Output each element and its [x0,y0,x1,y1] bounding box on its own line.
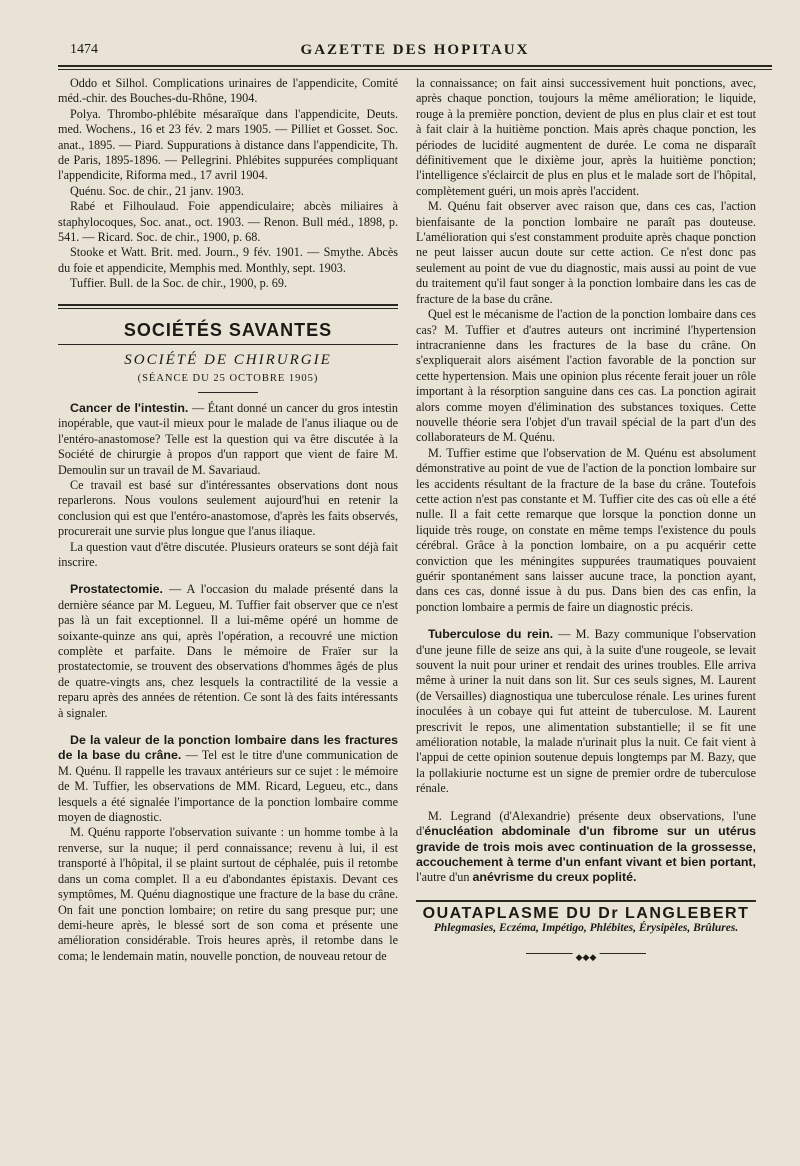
article-paragraph: la connaissance; on fait ainsi successivement huit ponctions, avec, après chaque ponction, toujours la même amélioration; le liquide, rouge à la première ponction, devient de plus en plus clair et est tout à fait clair à la huitième ponction. Mais après chaque ponction, les périodes de lucidité augmentent de durée. Le coma ne disparaît définitivement que le dixième jour, après la huitième ponction; l'intelligence s'éclaircit de plus en plus et le malade sort de l'hôpital, complètement guéri, un mois après l'accident. [416,76,756,198]
page-number: 1474 [70,42,98,57]
reference-entry: Oddo et Silhol. Complications urinaires de l'appendicite, Comité méd.-chir. des Bouches-du-Rhône, 1904. [58,76,398,106]
section-title: SOCIÉTÉS SAVANTES [123,319,333,340]
article-paragraph: Tuberculose du rein. — M. Bazy communique l'observation d'une jeune fille de seize ans qui, à la suite d'une rougeole, se levait souvent la nuit pour uriner et rendait des urines troubles. Elle arriva même à uriner la nuit dans son lit. Sur ces seuls signes, M. Laurent (de Versailles) diagnostiqua une tuberculose rénale. Les urines furent inoculées à un cobaye qui fut atteint de tuberculose. M. Laurent prescrivit le repos, une alimentation substantielle; il se fit une amélioration notable, la malade n'urinait plus la nuit. Ce fait vient à l'appui de cette opinion soutenue depuis longtemps par M. Bazy, que la pollakiurie nocturne est un signe de premier ordre de tuberculose rénale. [416,627,756,796]
two-column-body [58,76,772,964]
short-rule [198,392,258,393]
ornament-rule [526,951,646,962]
section-title-rule [58,344,398,345]
advertisement [416,900,756,937]
reference-entry: Tuffier. Bull. de la Soc. de chir., 1900, p. 69. [70,276,287,291]
article-paragraph: Prostatectomie. — A l'occasion du malade présenté dans la dernière séance par M. Legueu, M. Tuffier fait observer que ce n'est pas là un fait exceptionnel. Il a lui-même opéré un homme de soixante-quinze ans qui, après l'opération, a recouvré une miction complète et parfaite. Dans le mémoire de Fraïer sur la prostatectomie, se trouvent des observations d'hommes âgés de plus de quatre-vingts ans, chez lesquels la contractilité de la vessie a reparu après des années de rétention. Ce sont là des faits intéressants à signaler. [58,582,398,720]
section-rule [58,304,398,306]
article-paragraph: M. Tuffier estime que l'observation de M. Quénu est absolument démonstrative au point de vue de l'action de la ponction lombaire sur les accidents résultant de la fracture de la base du crâne. Toutefois cette action n'est pas constante et M. Tuffier cite des cas où elle a été nulle. Il a fait cette remarque que lorsque la ponction donne un liquide très rouge, on constate en même temps l'existence du pouls cérébral. Grâce à la ponction lombaire, on a pu acquérir cette conviction que les méningites suppurées traumatiques pouvaient guérir spontanément sans laisser aucune trace, la ponction ayant, dans ces cas, donné issue à du pus. Dans bien des cas enfin, la ponction lombaire a permis de faire un diagnostic précis. [416,445,756,614]
ad-title: OUATAPLASME DU Dr LANGLEBERT [422,904,750,922]
article-heading: Prostatectomie. [70,582,163,597]
ad-subtitle: Phlegmasies, Eczéma, Impétigo, Phlébites, Érysipèles, Brûlures. [433,922,739,935]
right-column [416,76,756,964]
reference-entry: Rabé et Filhoulaud. Foie appendiculaire; abcès miliaires à staphylocoques, Soc. anat., oct. 1903. — Renon. Bull méd., 1898, p. 541. — Ricard. Soc. de chir., 1900, p. 68. [58,199,398,245]
article-paragraph: Cancer de l'intestin. — Étant donné un cancer du gros intestin inopérable, que vaut-il mieux pour le malade de l'anus iliaque ou de l'entéro-anastomose? Telle est la question qui va être discutée à la Société de chirurgie à propos d'un rapport que vient de faire M. Demoulin sur un travail de M. Savariaud. [58,400,398,477]
header-rule-thin [58,69,772,70]
article-paragraph: M. Quénu fait observer avec raison que, dans ces cas, l'action bienfaisante de la ponction lombaire ne paraît pas douteuse. L'amélioration qui s'est constamment produite après chaque ponction ne peut laisser aucun doute sur cette action. Ce n'est donc pas seulement au point de vue du diagnostic, mais aussi au point de vue du traitement qu'il faut songer à la ponction lombaire dans les cas de fracture de la base du crâne. [416,199,756,306]
left-column [58,76,398,964]
article-heading: Cancer de l'intestin. [70,400,189,415]
article-paragraph: M. Quénu rapporte l'observation suivante : un homme tombe à la renverse, sur la nuque; il perd connaissance; revenu à lui, il est transporté à l'hôpital, il se plaint surtout de céphalée, puis il retombe dans un coma complet. Il a eu d'abondantes épistaxis. Devant ces symptômes, M. Quénu diagnostique une fracture de la base du crâne. On fait une ponction lombaire; on retire du sang presque pur; une demi-heure après, le blessé sort de son coma et présente une amélioration considérable. Trois heures après, il retombe dans le coma; le lendemain matin, nouvelle ponction, de nouveau retour de [58,825,398,963]
article-paragraph: M. Legrand (d'Alexandrie) présente deux observations, l'une d'énucléation abdominale d'un fibrome sur un utérus gravide de trois mois avec continuation de la grossesse, accouchement à terme d'un enfant vivant et bien portant, l'autre d'un anévrisme du creux poplité. [416,808,756,885]
reference-entry: Polya. Thrombo-phlébite mésaraïque dans l'appendicite, Deuts. med. Wochens., 16 et 23 fév. 2 mars 1905. — Pilliet et Gosset. Soc. anat., 1895. — Piard. Suppurations à distance dans l'appendicite, Th. de Paris, 1895-1896. — Pellegrini. Phlébites suppurées compliquant l'appendicite, Riforma med., 17 avril 1904. [58,106,398,183]
article-paragraph: Quel est le mécanisme de l'action de la ponction lombaire dans ces cas? M. Tuffier et d'autres auteurs ont incriminé l'hypertension intracranienne dans les fractures de la base du crâne. On s'expliquerait alors aisément l'action favorable de la ponction sur cette hypertension. Mais une opinion plus récente ferait jouer un rôle important à la résorption sanguine dans ces cas. La ponction agirait alors comme moyen d'élimination des substances toxiques. Cette nouvelle théorie sera l'objet d'un travail spécial de la part d'un des collaborateurs de M. Quénu. [416,307,756,445]
journal-title: GAZETTE DES HOPITAUX [300,42,530,58]
article-paragraph: Ce travail est basé sur d'intéressantes observations dont nous reparlerons. Nous voulons seulement aujourd'hui en retenir la conclusion qui est que l'entéro-anastomose, d'après les faits observés, procurerait une survie plus longue que l'anus iliaque. [58,477,398,539]
society-name: SOCIÉTÉ DE CHIRURGIE [124,352,332,369]
header-rule [58,65,772,67]
reference-entry: Stooke et Watt. Brit. med. Journ., 9 fév. 1901. — Smythe. Abcès du foie et appendicite, Memphis med. Monthly, sept. 1903. [58,245,398,275]
page-header [58,0,772,60]
reference-entry: Quénu. Soc. de chir., 21 janv. 1903. [70,183,244,198]
section-rule-thin [58,308,398,309]
article-paragraph: De la valeur de la ponction lombaire dans les fractures de la base du crâne. — Tel est le titre d'une communication de M. Quénu. Il rappelle les travaux antérieurs sur ce sujet : le mémoire de M. Tuffier, les observations de MM. Ricard, Legueu, etc., dans lesquels a été signalée l'importance de la ponction lombaire comme moyen de diagnostic. [58,733,398,825]
ornament-icon: ◆◆◆ [573,950,600,965]
article-heading: Tuberculose du rein. [428,627,554,642]
article-heading: De la valeur de la ponction lombaire dans les fractures de la base du crâne. [58,733,398,763]
article-paragraph: La question vaut d'être discutée. Plusieurs orateurs se sont déjà fait inscrire. [58,539,398,569]
session-date: (SÉANCE DU 25 OCTOBRE 1905) [137,372,319,384]
